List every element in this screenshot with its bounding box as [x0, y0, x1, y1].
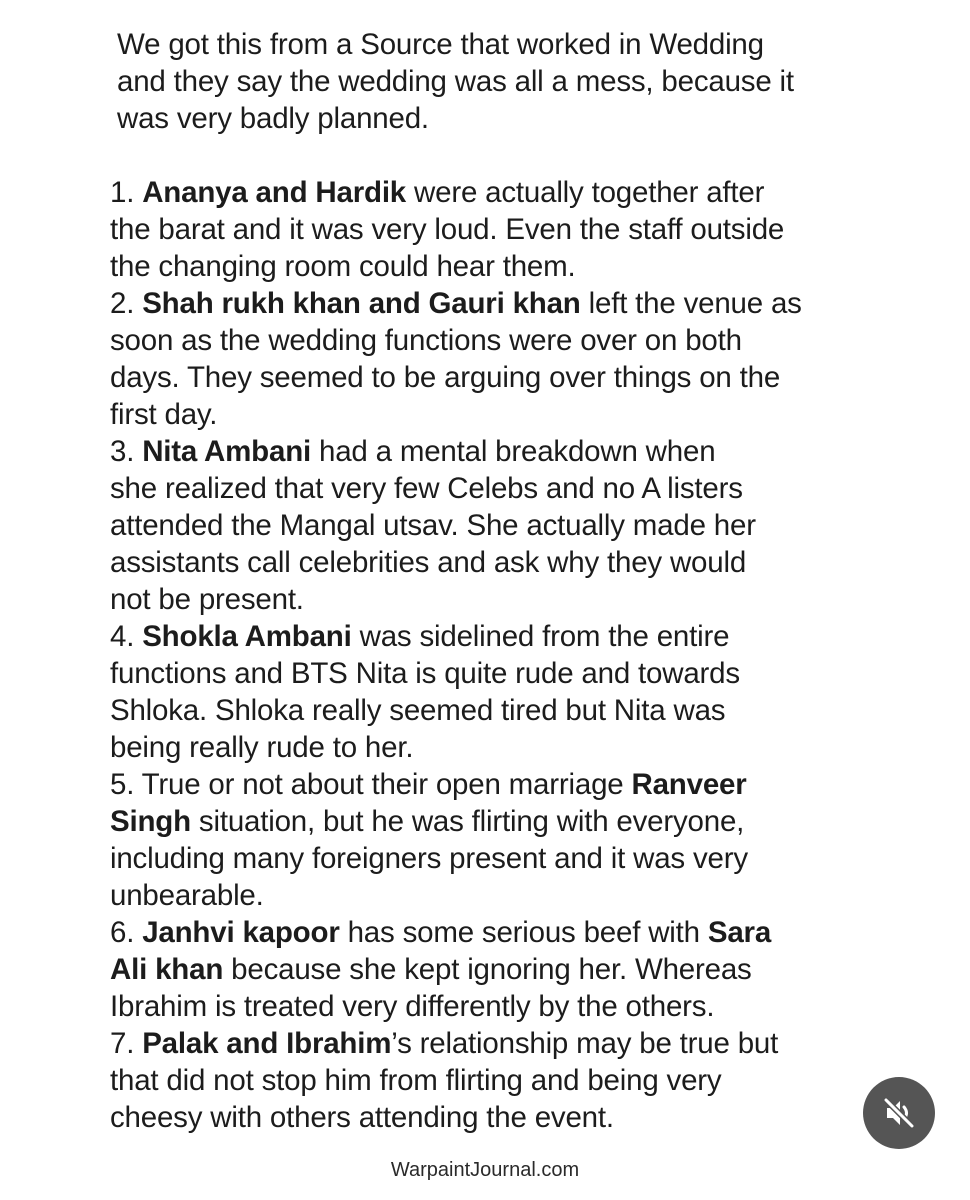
text-run: unbearable. [110, 879, 264, 912]
list-item-line [110, 507, 870, 544]
text-run: cheesy with others attending the event. [110, 1101, 614, 1134]
text-run: 3. [110, 435, 143, 468]
list-item-line [110, 174, 870, 211]
text-run: she realized that very few Celebs and no A listers [110, 472, 743, 505]
highlighted-name: Palak and Ibrahim [142, 1027, 392, 1060]
list-item [110, 766, 870, 914]
intro-line: We got this from a Source that worked in Wedding [117, 28, 764, 61]
list-item-line [110, 877, 870, 914]
source-watermark: WarpaintJournal.com [390, 1159, 580, 1181]
text-run: 7. [110, 1027, 143, 1060]
text-run: situation, but he was flirting with everyone, [190, 805, 745, 838]
list-item-line [110, 655, 870, 692]
list-item-line [110, 1025, 870, 1062]
text-run: being really rude to her. [110, 731, 414, 764]
list-item-line [110, 840, 870, 877]
text-run: functions and BTS Nita is quite rude and towards [110, 657, 740, 690]
text-run: 5. True or not about their open marriage [110, 768, 632, 801]
list-item [110, 618, 870, 766]
text-run: left the venue as [580, 287, 802, 320]
intro-paragraph [110, 26, 870, 137]
text-run: were actually together after [406, 176, 765, 209]
speaker-muted-icon [881, 1095, 917, 1131]
list-item-line [110, 544, 870, 581]
text-run: was sidelined from the entire [351, 620, 730, 653]
text-run: first day. [110, 398, 218, 431]
list-item [110, 433, 870, 618]
text-run: Ibrahim is treated very differently by the others. [110, 990, 715, 1023]
list-item-line [110, 211, 870, 248]
list-item [110, 1025, 870, 1136]
highlighted-name: Ali khan [110, 953, 224, 986]
list-item-line [110, 988, 870, 1025]
highlighted-name: Shokla Ambani [142, 620, 352, 653]
text-run: 4. [110, 620, 143, 653]
text-run: had a mental breakdown when [311, 435, 716, 468]
text-run: that did not stop him from flirting and being very [110, 1064, 722, 1097]
list-item-line [110, 433, 870, 470]
text-run: assistants call celebrities and ask why they would [110, 546, 747, 579]
list-item-line [110, 692, 870, 729]
highlighted-name: Singh [110, 805, 191, 838]
text-run: ’s relationship may be true but [391, 1027, 779, 1060]
list-item-line [110, 729, 870, 766]
intro-line: and they say the wedding was all a mess, because it [117, 65, 794, 98]
list-item-line [110, 470, 870, 507]
text-run: 6. [110, 916, 143, 949]
list-item-line [110, 322, 870, 359]
highlighted-name: Janhvi kapoor [142, 916, 340, 949]
list-item-line [110, 803, 870, 840]
text-run: the barat and it was very loud. Even the staff outside [110, 213, 785, 246]
highlighted-name: Shah rukh khan and Gauri khan [142, 287, 581, 320]
list-item-line [110, 1062, 870, 1099]
list-item-line [110, 951, 870, 988]
highlighted-name: Ananya and Hardik [142, 176, 407, 209]
highlighted-name: Ranveer [631, 768, 747, 801]
highlighted-name: Nita Ambani [142, 435, 312, 468]
text-run: 1. [110, 176, 143, 209]
text-run: soon as the wedding functions were over on both [110, 324, 742, 357]
list-item [110, 174, 870, 285]
text-run: 2. [110, 287, 143, 320]
list-item-line [110, 285, 870, 322]
list-item-line [110, 766, 870, 803]
list-item-line [110, 581, 870, 618]
list-item-line [110, 396, 870, 433]
text-run: the changing room could hear them. [110, 250, 576, 283]
text-run: because she kept ignoring her. Whereas [223, 953, 752, 986]
text-run: Shloka. Shloka really seemed tired but Nita was [110, 694, 726, 727]
text-run: not be present. [110, 583, 304, 616]
list-item [110, 285, 870, 433]
highlighted-name: Sara [707, 916, 772, 949]
list-item-line [110, 1099, 870, 1136]
article-text [110, 26, 870, 1136]
list-item-line [110, 914, 870, 951]
text-run: has some serious beef with [339, 916, 708, 949]
list-item-line [110, 248, 870, 285]
list-item [110, 914, 870, 1025]
text-run: days. They seemed to be arguing over things on the [110, 361, 781, 394]
list-item-line [110, 618, 870, 655]
mute-toggle-button[interactable] [863, 1077, 935, 1149]
gossip-list [110, 174, 870, 1136]
text-run: including many foreigners present and it was very [110, 842, 748, 875]
list-item-line [110, 359, 870, 396]
text-run: attended the Mangal utsav. She actually made her [110, 509, 756, 542]
intro-line: was very badly planned. [117, 102, 429, 135]
